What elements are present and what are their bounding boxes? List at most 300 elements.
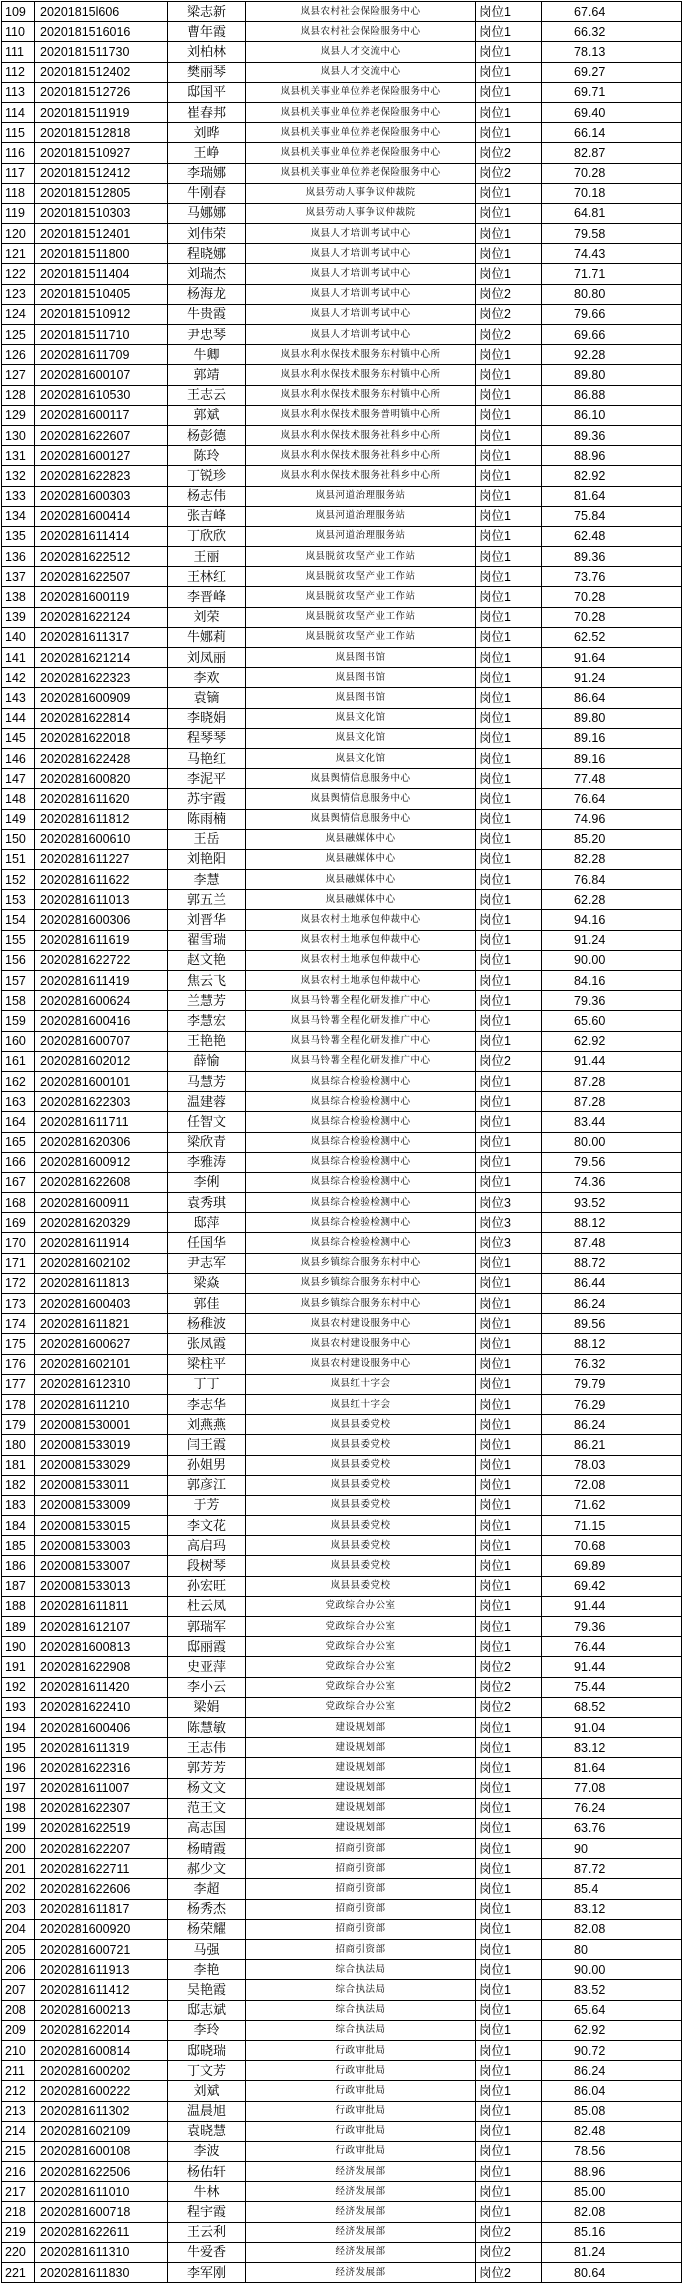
score-cell: 62.48 xyxy=(542,526,682,546)
score-cell: 62.52 xyxy=(542,627,682,647)
position-cell: 岗位1 xyxy=(476,365,542,385)
table-row xyxy=(2,607,682,627)
table-row xyxy=(2,2202,682,2222)
table-row xyxy=(2,183,682,203)
position-cell: 岗位1 xyxy=(476,1314,542,1334)
candidate-name-cell: 段树琴 xyxy=(168,1556,246,1576)
table-row xyxy=(2,526,682,546)
candidate-name-cell: 杨荣耀 xyxy=(168,1919,246,1939)
exam-ticket-number-cell: 2020281611812 xyxy=(35,809,168,829)
row-number-cell: 119 xyxy=(2,203,35,223)
score-cell: 88.72 xyxy=(542,1253,682,1273)
exam-ticket-number-cell: 2020281611811 xyxy=(35,1596,168,1616)
score-cell: 63.76 xyxy=(542,1818,682,1838)
candidate-name-cell: 邸晓瑞 xyxy=(168,2040,246,2060)
candidate-name-cell: 牛刚春 xyxy=(168,183,246,203)
candidate-name-cell: 梁柱平 xyxy=(168,1354,246,1374)
position-cell: 岗位1 xyxy=(476,1556,542,1576)
row-number-cell: 184 xyxy=(2,1516,35,1536)
candidate-name-cell: 丁文芳 xyxy=(168,2061,246,2081)
table-row xyxy=(2,1193,682,1213)
recruiting-unit-cell: 招商引资部 xyxy=(246,1919,476,1939)
score-cell: 70.18 xyxy=(542,183,682,203)
row-number-cell: 214 xyxy=(2,2121,35,2141)
exam-ticket-number-cell: 2020281600222 xyxy=(35,2081,168,2101)
row-number-cell: 203 xyxy=(2,1899,35,1919)
row-number-cell: 189 xyxy=(2,1617,35,1637)
recruiting-unit-cell: 岚县舆情信息服务中心 xyxy=(246,769,476,789)
recruiting-unit-cell: 岚县图书馆 xyxy=(246,648,476,668)
recruiting-unit-cell: 行政审批局 xyxy=(246,2101,476,2121)
recruiting-unit-cell: 经济发展部 xyxy=(246,2202,476,2222)
score-cell: 76.24 xyxy=(542,1798,682,1818)
score-cell: 78.03 xyxy=(542,1455,682,1475)
candidate-name-cell: 牛贵霞 xyxy=(168,304,246,324)
candidate-name-cell: 刘伟荣 xyxy=(168,224,246,244)
position-cell: 岗位2 xyxy=(476,2222,542,2242)
exam-ticket-number-cell: 2020281611412 xyxy=(35,1980,168,2000)
table-row xyxy=(2,42,682,62)
candidate-name-cell: 李晋峰 xyxy=(168,587,246,607)
recruiting-unit-cell: 岚县文化馆 xyxy=(246,748,476,768)
position-cell: 岗位1 xyxy=(476,1354,542,1374)
score-cell: 83.12 xyxy=(542,1899,682,1919)
position-cell: 岗位2 xyxy=(476,163,542,183)
table-row xyxy=(2,1253,682,1273)
candidate-name-cell: 郭斌 xyxy=(168,405,246,425)
recruiting-unit-cell: 岚县马铃薯全程化研发推广中心 xyxy=(246,1051,476,1071)
candidate-name-cell: 程宇霞 xyxy=(168,2202,246,2222)
exam-ticket-number-cell: 2020281622323 xyxy=(35,668,168,688)
position-cell: 岗位1 xyxy=(476,1011,542,1031)
position-cell: 岗位1 xyxy=(476,1172,542,1192)
table-row xyxy=(2,325,682,345)
position-cell: 岗位1 xyxy=(476,1717,542,1737)
recruiting-unit-cell: 岚县图书馆 xyxy=(246,668,476,688)
score-cell: 65.60 xyxy=(542,1011,682,1031)
table-row xyxy=(2,1859,682,1879)
table-row xyxy=(2,1394,682,1414)
candidate-name-cell: 李晓娟 xyxy=(168,708,246,728)
row-number-cell: 132 xyxy=(2,466,35,486)
score-cell: 83.44 xyxy=(542,1112,682,1132)
score-cell: 73.76 xyxy=(542,567,682,587)
row-number-cell: 171 xyxy=(2,1253,35,1273)
recruiting-unit-cell: 岚县人才培训考试中心 xyxy=(246,304,476,324)
position-cell: 岗位1 xyxy=(476,425,542,445)
candidate-name-cell: 刘荣 xyxy=(168,607,246,627)
exam-ticket-number-cell: 2020281600707 xyxy=(35,1031,168,1051)
row-number-cell: 143 xyxy=(2,688,35,708)
table-row xyxy=(2,264,682,284)
exam-ticket-number-cell: 2020281622711 xyxy=(35,1859,168,1879)
row-number-cell: 138 xyxy=(2,587,35,607)
exam-ticket-number-cell: 2020281622606 xyxy=(35,1879,168,1899)
recruiting-unit-cell: 岚县农村土地承包仲裁中心 xyxy=(246,910,476,930)
score-cell: 77.08 xyxy=(542,1778,682,1798)
recruiting-unit-cell: 岚县综合检验检测中心 xyxy=(246,1092,476,1112)
score-cell: 71.15 xyxy=(542,1516,682,1536)
table-row xyxy=(2,1778,682,1798)
exam-ticket-number-cell: 2020281622722 xyxy=(35,950,168,970)
row-number-cell: 111 xyxy=(2,42,35,62)
score-cell: 85.4 xyxy=(542,1879,682,1899)
recruiting-unit-cell: 岚县劳动人事争议仲裁院 xyxy=(246,203,476,223)
row-number-cell: 110 xyxy=(2,22,35,42)
recruiting-unit-cell: 岚县红十字会 xyxy=(246,1394,476,1414)
score-cell: 80.80 xyxy=(542,284,682,304)
table-row xyxy=(2,1879,682,1899)
row-number-cell: 113 xyxy=(2,82,35,102)
row-number-cell: 220 xyxy=(2,2242,35,2262)
table-row xyxy=(2,728,682,748)
recruiting-unit-cell: 岚县脱贫攻坚产业工作站 xyxy=(246,627,476,647)
recruiting-unit-cell: 岚县水利水保技术服务东村镇中心所 xyxy=(246,345,476,365)
table-row xyxy=(2,870,682,890)
row-number-cell: 161 xyxy=(2,1051,35,1071)
table-row xyxy=(2,1677,682,1697)
position-cell: 岗位1 xyxy=(476,1960,542,1980)
exam-ticket-number-cell: 2020281611813 xyxy=(35,1273,168,1293)
candidate-name-cell: 梁欣青 xyxy=(168,1132,246,1152)
candidate-name-cell: 王云利 xyxy=(168,2222,246,2242)
position-cell: 岗位1 xyxy=(476,183,542,203)
score-cell: 78.13 xyxy=(542,42,682,62)
position-cell: 岗位2 xyxy=(476,2242,542,2262)
candidate-name-cell: 陈玲 xyxy=(168,446,246,466)
exam-ticket-number-cell: 2020281600414 xyxy=(35,506,168,526)
table-row xyxy=(2,1213,682,1233)
row-number-cell: 129 xyxy=(2,405,35,425)
row-number-cell: 213 xyxy=(2,2101,35,2121)
exam-ticket-number-cell: 2020281611414 xyxy=(35,526,168,546)
position-cell: 岗位1 xyxy=(476,1536,542,1556)
score-cell: 66.14 xyxy=(542,123,682,143)
exam-ticket-number-cell: 2020281622124 xyxy=(35,607,168,627)
candidate-name-cell: 程琴琴 xyxy=(168,728,246,748)
candidate-name-cell: 崔春邦 xyxy=(168,102,246,122)
position-cell: 岗位1 xyxy=(476,1576,542,1596)
exam-ticket-number-cell: 2020281610530 xyxy=(35,385,168,405)
table-row xyxy=(2,1637,682,1657)
candidate-name-cell: 孙宏旺 xyxy=(168,1576,246,1596)
row-number-cell: 118 xyxy=(2,183,35,203)
candidate-name-cell: 刘艳阳 xyxy=(168,849,246,869)
score-cell: 71.71 xyxy=(542,264,682,284)
position-cell: 岗位1 xyxy=(476,1092,542,1112)
score-cell: 74.36 xyxy=(542,1172,682,1192)
score-cell: 87.28 xyxy=(542,1071,682,1091)
candidate-name-cell: 尹志军 xyxy=(168,1253,246,1273)
row-number-cell: 134 xyxy=(2,506,35,526)
exam-ticket-number-cell: 2020181512726 xyxy=(35,82,168,102)
exam-ticket-number-cell: 20201815l606 xyxy=(35,2,168,22)
exam-ticket-number-cell: 2020281622410 xyxy=(35,1697,168,1717)
candidate-name-cell: 杨海龙 xyxy=(168,284,246,304)
exam-ticket-number-cell: 2020281600813 xyxy=(35,1637,168,1657)
recruiting-unit-cell: 岚县综合检验检测中心 xyxy=(246,1233,476,1253)
candidate-name-cell: 牛娜莉 xyxy=(168,627,246,647)
position-cell: 岗位3 xyxy=(476,1213,542,1233)
recruiting-unit-cell: 党政综合办公室 xyxy=(246,1657,476,1677)
row-number-cell: 209 xyxy=(2,2020,35,2040)
table-row xyxy=(2,2162,682,2182)
score-cell: 81.24 xyxy=(542,2242,682,2262)
table-row xyxy=(2,163,682,183)
position-cell: 岗位1 xyxy=(476,2061,542,2081)
position-cell: 岗位1 xyxy=(476,506,542,526)
table-row xyxy=(2,2141,682,2161)
row-number-cell: 172 xyxy=(2,1273,35,1293)
row-number-cell: 159 xyxy=(2,1011,35,1031)
row-number-cell: 192 xyxy=(2,1677,35,1697)
table-row xyxy=(2,2263,682,2283)
position-cell: 岗位1 xyxy=(476,1253,542,1273)
exam-ticket-number-cell: 2020281622018 xyxy=(35,728,168,748)
candidate-name-cell: 兰慧芳 xyxy=(168,991,246,1011)
position-cell: 岗位1 xyxy=(476,1758,542,1778)
score-cell: 82.08 xyxy=(542,1919,682,1939)
recruiting-unit-cell: 综合执法局 xyxy=(246,2000,476,2020)
row-number-cell: 198 xyxy=(2,1798,35,1818)
position-cell: 岗位1 xyxy=(476,950,542,970)
exam-ticket-number-cell: 2020281600814 xyxy=(35,2040,168,2060)
exam-ticket-number-cell: 2020281600107 xyxy=(35,365,168,385)
row-number-cell: 142 xyxy=(2,668,35,688)
row-number-cell: 211 xyxy=(2,2061,35,2081)
row-number-cell: 170 xyxy=(2,1233,35,1253)
position-cell: 岗位1 xyxy=(476,224,542,244)
table-row xyxy=(2,1294,682,1314)
table-row xyxy=(2,708,682,728)
table-row xyxy=(2,1536,682,1556)
table-row xyxy=(2,2222,682,2242)
exam-ticket-number-cell: 2020281621214 xyxy=(35,648,168,668)
candidate-name-cell: 任国华 xyxy=(168,1233,246,1253)
score-cell: 79.58 xyxy=(542,224,682,244)
candidate-name-cell: 张吉峰 xyxy=(168,506,246,526)
score-cell: 76.64 xyxy=(542,789,682,809)
score-cell: 86.88 xyxy=(542,385,682,405)
position-cell: 岗位1 xyxy=(476,1879,542,1899)
table-row xyxy=(2,930,682,950)
score-cell: 72.08 xyxy=(542,1475,682,1495)
position-cell: 岗位1 xyxy=(476,1940,542,1960)
candidate-name-cell: 邸志斌 xyxy=(168,2000,246,2020)
row-number-cell: 188 xyxy=(2,1596,35,1616)
table-row xyxy=(2,2040,682,2060)
candidate-name-cell: 李波 xyxy=(168,2141,246,2161)
recruiting-unit-cell: 岚县县委党校 xyxy=(246,1536,476,1556)
recruiting-unit-cell: 招商引资部 xyxy=(246,1899,476,1919)
candidate-name-cell: 史亚萍 xyxy=(168,1657,246,1677)
position-cell: 岗位1 xyxy=(476,648,542,668)
row-number-cell: 199 xyxy=(2,1818,35,1838)
exam-ticket-number-cell: 2020281600920 xyxy=(35,1919,168,1939)
table-row xyxy=(2,2061,682,2081)
position-cell: 岗位3 xyxy=(476,1233,542,1253)
position-cell: 岗位1 xyxy=(476,1980,542,2000)
exam-ticket-number-cell: 2020281600117 xyxy=(35,405,168,425)
table-row xyxy=(2,123,682,143)
position-cell: 岗位1 xyxy=(476,526,542,546)
position-cell: 岗位1 xyxy=(476,1495,542,1515)
position-cell: 岗位1 xyxy=(476,809,542,829)
candidate-name-cell: 丁丁 xyxy=(168,1374,246,1394)
table-row xyxy=(2,1960,682,1980)
score-cell: 76.44 xyxy=(542,1637,682,1657)
candidate-name-cell: 梁焱 xyxy=(168,1273,246,1293)
exam-ticket-number-cell: 2020281611711 xyxy=(35,1112,168,1132)
recruiting-unit-cell: 经济发展部 xyxy=(246,2222,476,2242)
position-cell: 岗位1 xyxy=(476,769,542,789)
row-number-cell: 141 xyxy=(2,648,35,668)
position-cell: 岗位1 xyxy=(476,728,542,748)
score-cell: 67.64 xyxy=(542,2,682,22)
recruiting-unit-cell: 岚县融媒体中心 xyxy=(246,890,476,910)
table-row xyxy=(2,405,682,425)
row-number-cell: 157 xyxy=(2,971,35,991)
candidate-name-cell: 李志华 xyxy=(168,1394,246,1414)
exam-ticket-number-cell: 2020281611317 xyxy=(35,627,168,647)
recruiting-unit-cell: 岚县舆情信息服务中心 xyxy=(246,789,476,809)
score-cell: 76.29 xyxy=(542,1394,682,1414)
row-number-cell: 125 xyxy=(2,325,35,345)
exam-ticket-number-cell: 2020281600911 xyxy=(35,1193,168,1213)
recruiting-unit-cell: 岚县农村社会保险服务中心 xyxy=(246,2,476,22)
row-number-cell: 183 xyxy=(2,1495,35,1515)
row-number-cell: 150 xyxy=(2,829,35,849)
exam-ticket-number-cell: 2020281622207 xyxy=(35,1839,168,1859)
row-number-cell: 204 xyxy=(2,1919,35,1939)
score-cell: 77.48 xyxy=(542,769,682,789)
candidate-name-cell: 杨稚波 xyxy=(168,1314,246,1334)
position-cell: 岗位1 xyxy=(476,2000,542,2020)
row-number-cell: 164 xyxy=(2,1112,35,1132)
candidate-name-cell: 王峥 xyxy=(168,143,246,163)
exam-ticket-number-cell: 2020281611622 xyxy=(35,870,168,890)
score-cell: 75.44 xyxy=(542,1677,682,1697)
table-row xyxy=(2,971,682,991)
table-row xyxy=(2,1899,682,1919)
exam-ticket-number-cell: 2020281620329 xyxy=(35,1213,168,1233)
exam-ticket-number-cell: 2020281611914 xyxy=(35,1233,168,1253)
candidate-name-cell: 郭芳芳 xyxy=(168,1758,246,1778)
row-number-cell: 175 xyxy=(2,1334,35,1354)
row-number-cell: 173 xyxy=(2,1294,35,1314)
exam-ticket-number-cell: 2020281611420 xyxy=(35,1677,168,1697)
recruiting-unit-cell: 岚县融媒体中心 xyxy=(246,870,476,890)
exam-ticket-number-cell: 2020281611830 xyxy=(35,2263,168,2283)
position-cell: 岗位1 xyxy=(476,203,542,223)
recruiting-unit-cell: 岚县县委党校 xyxy=(246,1495,476,1515)
position-cell: 岗位2 xyxy=(476,1677,542,1697)
score-cell: 94.16 xyxy=(542,910,682,930)
table-row xyxy=(2,1415,682,1435)
exam-ticket-number-cell: 2020281611007 xyxy=(35,1778,168,1798)
row-number-cell: 195 xyxy=(2,1738,35,1758)
recruiting-unit-cell: 建设规划部 xyxy=(246,1717,476,1737)
candidate-name-cell: 郭靖 xyxy=(168,365,246,385)
table-row xyxy=(2,1172,682,1192)
row-number-cell: 181 xyxy=(2,1455,35,1475)
position-cell: 岗位1 xyxy=(476,42,542,62)
score-cell: 85.16 xyxy=(542,2222,682,2242)
position-cell: 岗位1 xyxy=(476,930,542,950)
score-cell: 89.16 xyxy=(542,728,682,748)
position-cell: 岗位1 xyxy=(476,688,542,708)
recruiting-unit-cell: 岚县脱贫攻坚产业工作站 xyxy=(246,587,476,607)
recruiting-unit-cell: 岚县脱贫攻坚产业工作站 xyxy=(246,607,476,627)
exam-ticket-number-cell: 2020181511919 xyxy=(35,102,168,122)
table-row xyxy=(2,1798,682,1818)
recruiting-unit-cell: 岚县县委党校 xyxy=(246,1455,476,1475)
recruiting-unit-cell: 岚县机关事业单位养老保险服务中心 xyxy=(246,163,476,183)
table-row xyxy=(2,688,682,708)
recruiting-unit-cell: 岚县综合检验检测中心 xyxy=(246,1132,476,1152)
candidate-name-cell: 袁镝 xyxy=(168,688,246,708)
position-cell: 岗位2 xyxy=(476,304,542,324)
exam-ticket-number-cell: 2020281611817 xyxy=(35,1899,168,1919)
exam-ticket-number-cell: 2020281622611 xyxy=(35,2222,168,2242)
table-row xyxy=(2,991,682,1011)
recruiting-unit-cell: 岚县农村建设服务中心 xyxy=(246,1354,476,1374)
position-cell: 岗位1 xyxy=(476,2040,542,2060)
table-row xyxy=(2,1374,682,1394)
position-cell: 岗位1 xyxy=(476,708,542,728)
score-cell: 85.08 xyxy=(542,2101,682,2121)
recruiting-unit-cell: 岚县水利水保技术服务东村镇中心所 xyxy=(246,385,476,405)
row-number-cell: 218 xyxy=(2,2202,35,2222)
row-number-cell: 187 xyxy=(2,1576,35,1596)
row-number-cell: 148 xyxy=(2,789,35,809)
candidate-name-cell: 丁欣欣 xyxy=(168,526,246,546)
candidate-name-cell: 杨秀杰 xyxy=(168,1899,246,1919)
table-row xyxy=(2,1132,682,1152)
table-row xyxy=(2,143,682,163)
score-cell: 70.68 xyxy=(542,1536,682,1556)
recruiting-unit-cell: 岚县河道治理服务站 xyxy=(246,486,476,506)
row-number-cell: 155 xyxy=(2,930,35,950)
candidate-name-cell: 尹忠琴 xyxy=(168,325,246,345)
candidate-name-cell: 吴艳霞 xyxy=(168,1980,246,2000)
exam-ticket-number-cell: 2020081533015 xyxy=(35,1516,168,1536)
exam-ticket-number-cell: 2020281611227 xyxy=(35,849,168,869)
recruiting-unit-cell: 经济发展部 xyxy=(246,2162,476,2182)
position-cell: 岗位1 xyxy=(476,587,542,607)
candidate-name-cell: 李超 xyxy=(168,1879,246,1899)
position-cell: 岗位1 xyxy=(476,748,542,768)
row-number-cell: 126 xyxy=(2,345,35,365)
candidate-name-cell: 马强 xyxy=(168,1940,246,1960)
recruiting-unit-cell: 经济发展部 xyxy=(246,2182,476,2202)
row-number-cell: 190 xyxy=(2,1637,35,1657)
score-cell: 91.44 xyxy=(542,1657,682,1677)
score-cell: 91.44 xyxy=(542,1051,682,1071)
exam-ticket-number-cell: 2020181511404 xyxy=(35,264,168,284)
exam-ticket-number-cell: 2020281622512 xyxy=(35,547,168,567)
recruiting-unit-cell: 岚县人才培训考试中心 xyxy=(246,244,476,264)
recruiting-unit-cell: 建设规划部 xyxy=(246,1738,476,1758)
score-cell: 87.72 xyxy=(542,1859,682,1879)
table-row xyxy=(2,1919,682,1939)
table-row xyxy=(2,304,682,324)
recruiting-unit-cell: 建设规划部 xyxy=(246,1778,476,1798)
row-number-cell: 201 xyxy=(2,1859,35,1879)
score-cell: 69.71 xyxy=(542,82,682,102)
table-row xyxy=(2,1839,682,1859)
candidate-name-cell: 任智文 xyxy=(168,1112,246,1132)
